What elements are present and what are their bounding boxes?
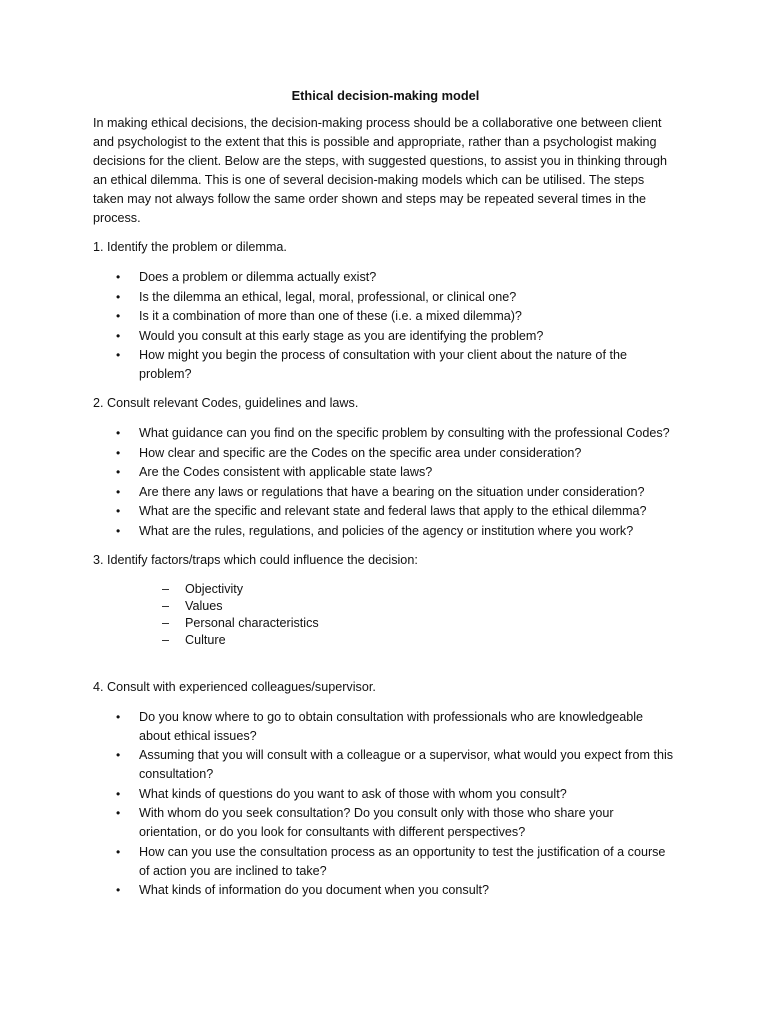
section-heading-consult-codes: 2. Consult relevant Codes, guidelines and laws. (93, 396, 359, 410)
list-item (93, 502, 678, 521)
list-item-text: Values (185, 598, 223, 613)
list-item-text: Are there any laws or regulations that have a bearing on the situation under consideration? (139, 484, 645, 499)
list-item (93, 522, 678, 541)
list-item (93, 598, 678, 615)
dash-icon: – (162, 598, 170, 613)
list-item (93, 632, 678, 649)
list-item-text: With whom do you seek consultation? Do you consult only with those who share your orientation, or do you look for consultants with different perspectives? (139, 806, 614, 839)
bullet-icon: • (116, 709, 121, 724)
list-item-text: Are the Codes consistent with applicable state laws? (139, 465, 433, 479)
document-title: Ethical decision-making model (291, 88, 480, 103)
list-item (93, 268, 678, 287)
bullet-icon: • (116, 504, 121, 518)
list-item (93, 804, 678, 842)
intro-paragraph: In making ethical decisions, the decision-making process should be a collaborative one between client and psychologist to the extent that this is possible and appropriate, rather than a psychologist making decisions for the client. Below are the steps, with suggested questions, to assist you in thinking through an ethical dilemma. This is one of several decision-making models which can be utilised. The steps taken may not always follow the same order shown and steps may be repeated several times in the process. (93, 116, 668, 225)
list-item-text: What guidance can you find on the specific problem by consulting with the professional Codes? (139, 426, 670, 440)
list-item (93, 288, 678, 307)
list-item-text: Is the dilemma an ethical, legal, moral, professional, or clinical one? (139, 289, 517, 304)
list-item (93, 746, 678, 784)
section-heading-consult-colleagues: 4. Consult with experienced colleagues/supervisor. (93, 679, 376, 694)
bullet-icon: • (116, 883, 121, 897)
list-item (93, 463, 678, 482)
list-item (93, 843, 678, 881)
list-item (93, 444, 678, 463)
bullet-icon: • (116, 348, 121, 362)
bullet-icon: • (116, 484, 121, 499)
list-item-text: How clear and specific are the Codes on the specific area under consideration? (139, 445, 582, 460)
bullet-icon: • (116, 309, 121, 323)
bullet-icon: • (116, 844, 121, 859)
list-item-text: Culture (185, 632, 226, 647)
list-item (93, 615, 678, 632)
section-heading-identify-factors: 3. Identify factors/traps which could influence the decision: (93, 552, 418, 567)
bullet-icon: • (116, 786, 121, 801)
list-item-text: Personal characteristics (185, 615, 319, 630)
dash-icon: – (162, 615, 170, 630)
section-1-question-list (93, 268, 678, 384)
list-item-text: What kinds of questions do you want to ask of those with whom you consult? (139, 786, 567, 801)
list-item-text: Would you consult at this early stage as you are identifying the problem? (139, 328, 544, 343)
section-4-question-list (93, 708, 678, 901)
bullet-icon: • (116, 426, 121, 440)
list-item (93, 483, 678, 502)
list-item-text: How can you use the consultation process as an opportunity to test the justification of a course of action you are inclined to take? (139, 844, 666, 878)
list-item (93, 346, 678, 384)
list-item-text: Do you know where to go to obtain consultation with professionals who are knowledgeable about ethical issues? (139, 709, 644, 743)
list-item-text: How might you begin the process of consultation with your client about the nature of the problem? (139, 348, 627, 381)
list-item-text: Assuming that you will consult with a colleague or a supervisor, what would you expect from this consultation? (139, 748, 674, 781)
bullet-icon: • (116, 328, 121, 343)
bullet-icon: • (116, 465, 121, 479)
list-item-text: Does a problem or dilemma actually exist? (139, 270, 377, 284)
list-item (93, 785, 678, 804)
bullet-icon: • (116, 289, 121, 304)
section-3-factor-list (93, 581, 678, 649)
section-heading-identify-problem: 1. Identify the problem or dilemma. (93, 240, 287, 254)
list-item (93, 424, 678, 443)
list-item-text: Objectivity (185, 581, 244, 596)
list-item-text: What kinds of information do you document when you consult? (139, 883, 490, 897)
bullet-icon: • (116, 523, 121, 538)
list-item (93, 581, 678, 598)
list-item-text: Is it a combination of more than one of these (i.e. a mixed dilemma)? (139, 309, 522, 323)
dash-icon: – (162, 632, 170, 647)
bullet-icon: • (116, 748, 121, 762)
list-item-text: What are the specific and relevant state and federal laws that apply to the ethical dilemma? (139, 504, 647, 518)
section-2-question-list (93, 424, 678, 541)
list-item (93, 708, 678, 746)
dash-icon: – (162, 581, 170, 596)
list-item (93, 881, 678, 900)
list-item (93, 307, 678, 326)
bullet-icon: • (116, 270, 121, 284)
bullet-icon: • (116, 445, 121, 460)
list-item-text: What are the rules, regulations, and policies of the agency or institution where you work? (139, 523, 634, 538)
document-page (93, 86, 678, 910)
bullet-icon: • (116, 806, 121, 820)
list-item (93, 327, 678, 346)
